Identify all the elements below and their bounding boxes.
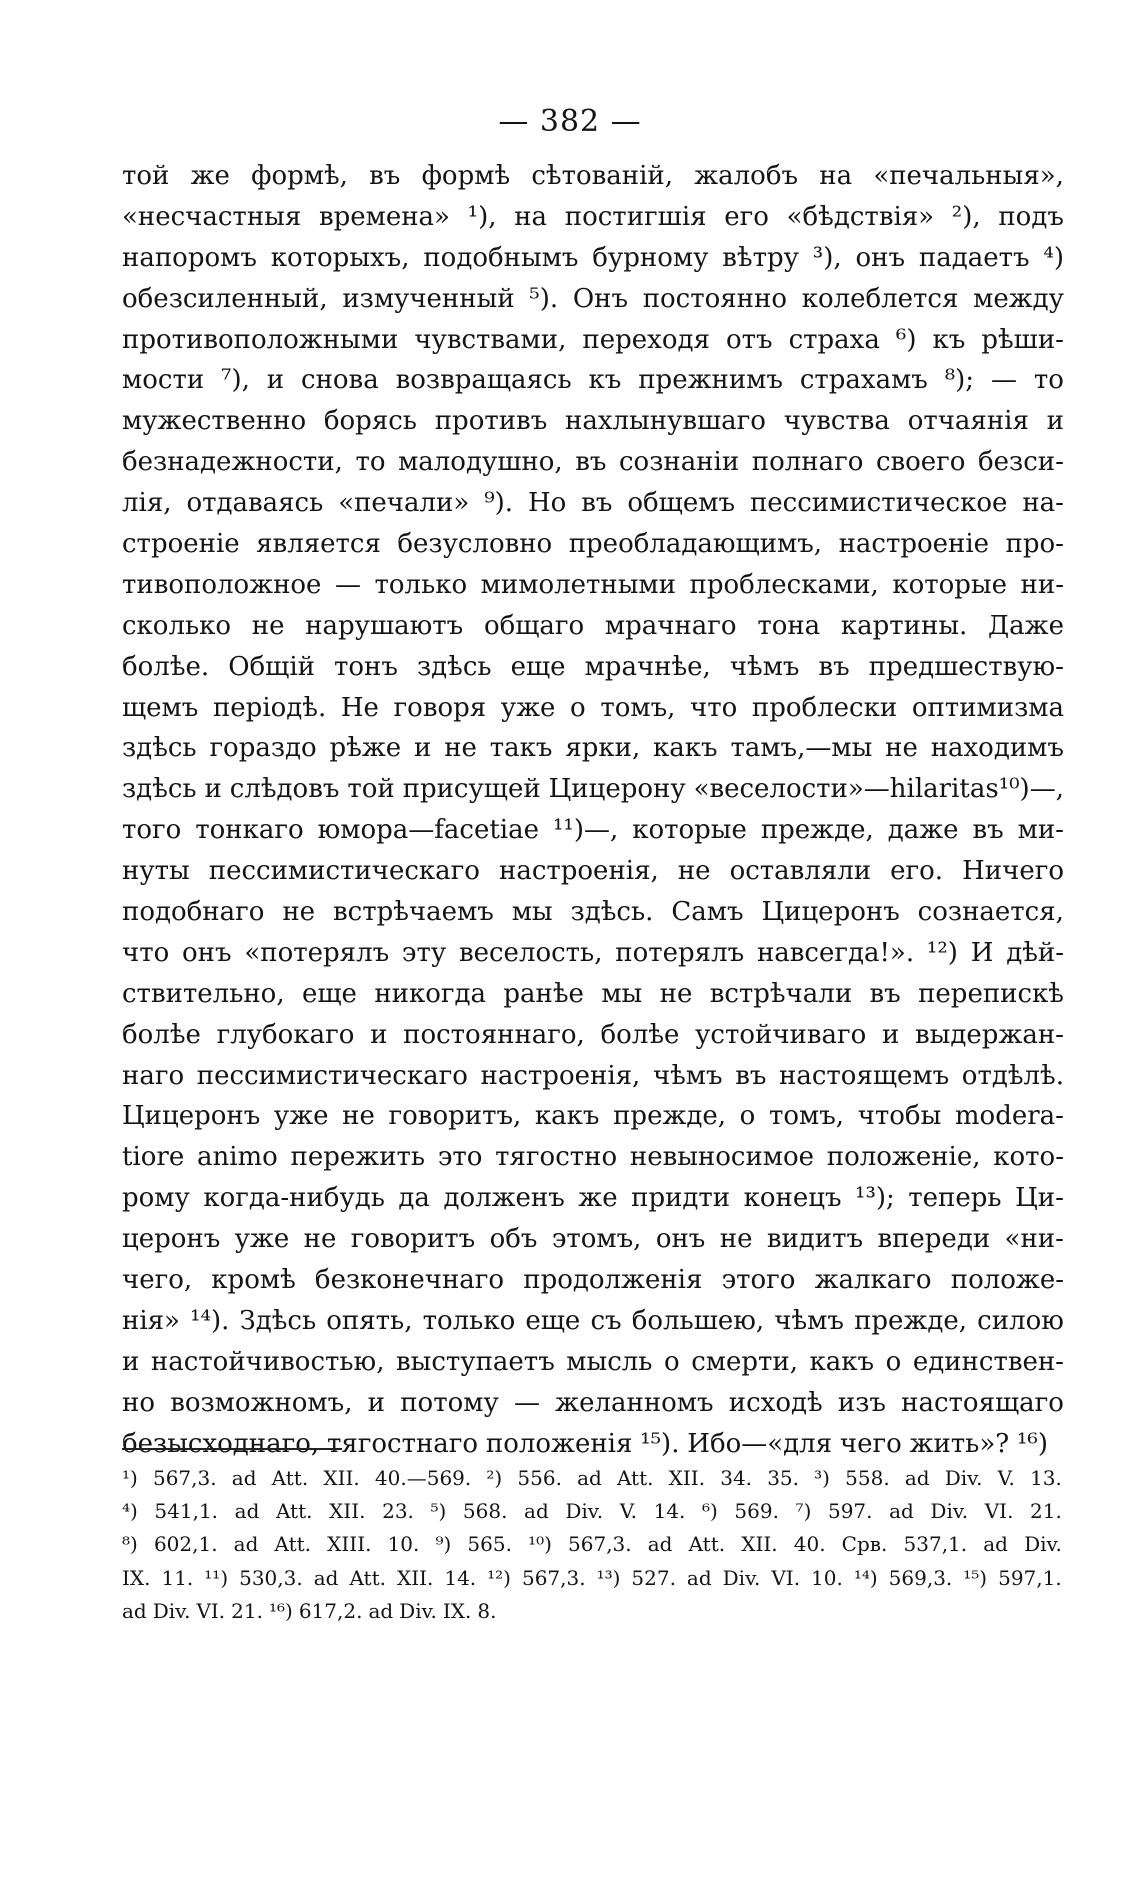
body-line: болѣе. Общій тонъ здѣсь еще мрачнѣе, чѣмъ въ предшествую- — [122, 651, 1064, 682]
footnote-line: ⁸) 602,1. ad Att. XIII. 10. ⁹) 565. ¹⁰) 567,3. ad Att. XII. 40. Срв. 537,1. ad Div. — [122, 1532, 1062, 1557]
body-line: церонъ уже не говоритъ объ этомъ, онъ не видитъ впереди «ни- — [122, 1224, 1064, 1255]
body-line: того тонкаго юмора—facetiae ¹¹)—, которые прежде, даже въ ми- — [122, 815, 1064, 846]
body-line: подобнаго не встрѣчаемъ мы здѣсь. Самъ Цицеронъ сознается, — [122, 897, 1064, 928]
footnote-line: ¹) 567,3. ad Att. XII. 40.—569. ²) 556. ad Att. XII. 34. 35. ³) 558. ad Div. V. 13. — [122, 1466, 1062, 1490]
body-line: строеніе является безусловно преобладающимъ, настроеніе про- — [122, 529, 1064, 560]
footnote-divider — [122, 1448, 342, 1450]
body-line: тивоположное — только мимолетными проблесками, которые ни- — [122, 569, 1064, 600]
body-line: нія» ¹⁴). Здѣсь опять, только еще съ большею, чѣмъ прежде, силою — [122, 1305, 1064, 1336]
body-line: безысходнаго, тягостнаго положенія ¹⁵). Ибо—«для чего жить»? ¹⁶) — [122, 1428, 1048, 1459]
body-line: лія, отдаваясь «печали» ⁹). Но въ общемъ пессимистическое на- — [122, 488, 1064, 519]
body-line: обезсиленный, измученный ⁵). Онъ постоянно колеблется между — [122, 283, 1064, 314]
body-line: что онъ «потерялъ эту веселость, потерялъ навсегда!». ¹²) И дѣй- — [122, 937, 1064, 968]
body-line: щемъ періодѣ. Не говоря уже о томъ, что проблески оптимизма — [122, 692, 1064, 723]
body-line: нуты пессимистическаго настроенія, не оставляли его. Ничего — [122, 856, 1064, 887]
body-line: мости ⁷), и снова возвращаясь къ прежнимъ страхамъ ⁸); — то — [122, 365, 1064, 396]
body-line: рому когда-нибудь да долженъ же придти конецъ ¹³); теперь Ци- — [122, 1183, 1064, 1214]
body-text — [122, 156, 1064, 1465]
body-line: здѣсь и слѣдовъ той присущей Цицерону «веселости»—hilaritas¹⁰)—, — [122, 774, 1064, 805]
body-line: мужественно борясь противъ нахлынувшаго чувства отчаянія и — [122, 406, 1064, 437]
footnote-line: ⁴) 541,1. ad Att. XII. 23. ⁵) 568. ad Div. V. 14. ⁶) 569. ⁷) 597. ad Div. VI. 21. — [122, 1499, 1062, 1524]
body-line: и настойчивостью, выступаетъ мысль о смерти, какъ о единствен- — [122, 1346, 1064, 1377]
body-line: сколько не нарушаютъ общаго мрачнаго тона картины. Даже — [122, 610, 1064, 641]
body-line: наго пессимистическаго настроенія, чѣмъ въ настоящемъ отдѣлѣ. — [122, 1060, 1064, 1091]
body-line: здѣсь гораздо рѣже и не такъ ярки, какъ тамъ,—мы не находимъ — [122, 733, 1064, 764]
body-line: ствительно, еще никогда ранѣе мы не встрѣчали въ перепискѣ — [122, 978, 1064, 1009]
page-number: — 382 — — [498, 104, 642, 139]
body-line: но возможномъ, и потому — желанномъ исходѣ изъ настоящаго — [122, 1387, 1064, 1418]
body-line: болѣе глубокаго и постояннаго, болѣе устойчиваго и выдержан- — [122, 1019, 1064, 1050]
body-line: «несчастныя времена» ¹), на постигшія его «бѣдствія» ²), подъ — [122, 201, 1064, 232]
body-line: Цицеронъ уже не говоритъ, какъ прежде, о томъ, чтобы modera- — [122, 1101, 1064, 1132]
body-line: той же формѣ, въ формѣ сѣтованій, жалобъ на «печальныя», — [122, 161, 1064, 191]
body-line: напоромъ которыхъ, подобнымъ бурному вѣтру ³), онъ падаетъ ⁴) — [122, 242, 1064, 273]
footnote-line: ad Div. VI. 21. ¹⁶) 617,2. ad Div. IX. 8. — [122, 1598, 497, 1623]
footnotes — [122, 1462, 1062, 1628]
footnote-line: IX. 11. ¹¹) 530,3. ad Att. XII. 14. ¹²) 567,3. ¹³) 527. ad Div. VI. 10. ¹⁴) 569,3. ¹⁵) 597,1. — [122, 1565, 1062, 1590]
body-line: чего, кромѣ безконечнаго продолженія этого жалкаго положе- — [122, 1265, 1064, 1296]
body-line: tiore animo пережить это тягостно невыносимое положеніе, кото- — [122, 1142, 1064, 1173]
body-line: противоположными чувствами, переходя отъ страха ⁶) къ рѣши- — [122, 324, 1064, 355]
body-line: безнадежности, то малодушно, въ сознаніи полнаго своего безси- — [122, 447, 1064, 478]
